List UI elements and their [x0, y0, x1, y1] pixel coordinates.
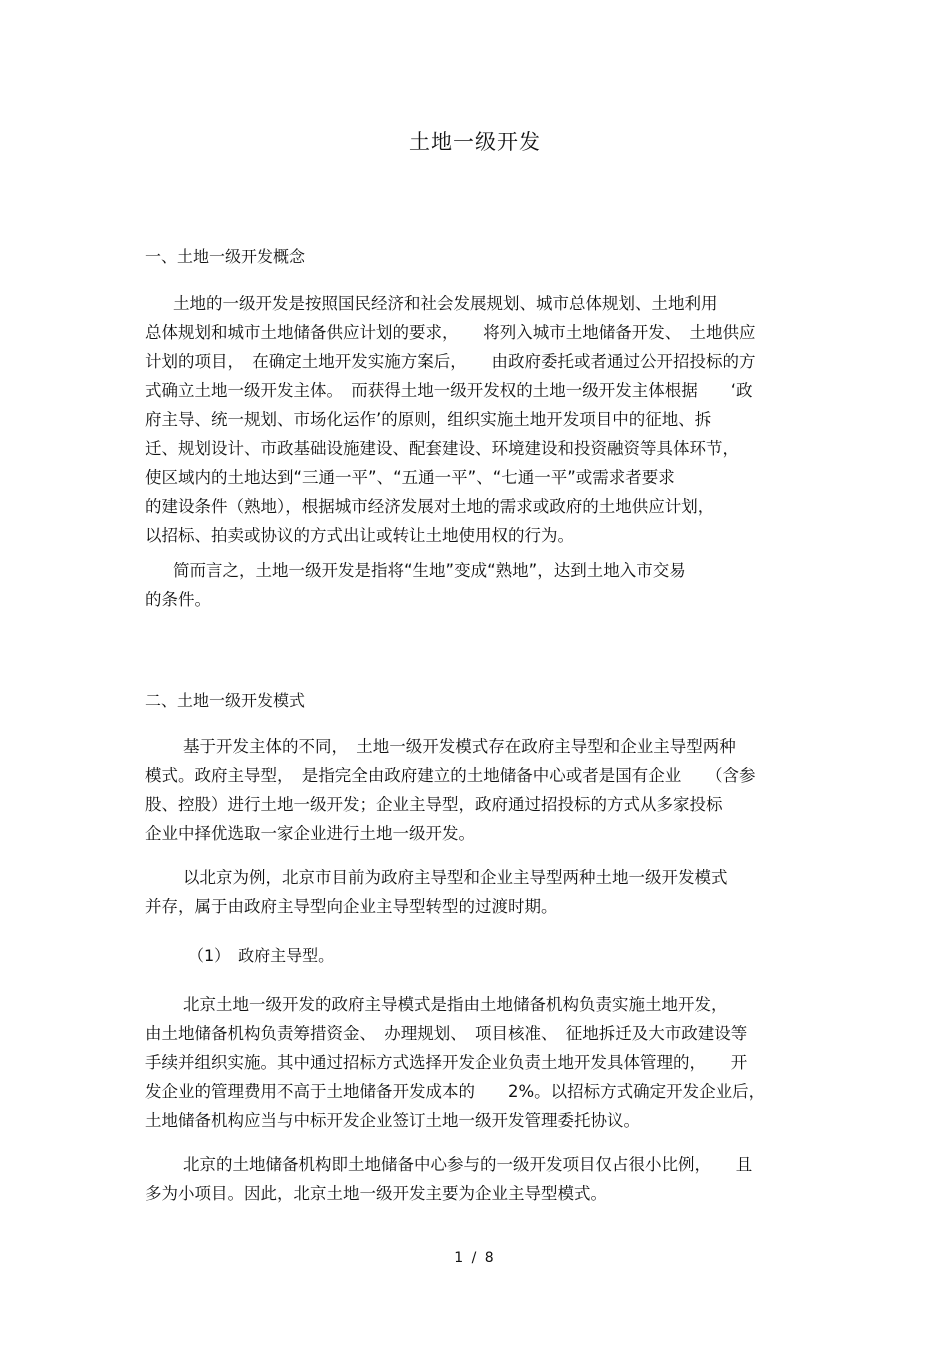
text-line: 并存，属于由政府主导型向企业主导型转型的过渡时期。	[145, 897, 558, 916]
section2-paragraph1	[145, 732, 815, 848]
text-line: 土地储备机构应当与中标开发企业签订土地一级开发管理委托协议。	[145, 1111, 640, 1130]
text-line: 土地的一级开发是按照国民经济和社会发展规划、城市总体规划、土地利用	[173, 294, 718, 313]
document-title: 土地一级开发	[409, 130, 541, 154]
text-line: 使区域内的土地达到“三通一平”、“五通一平”、“七通一平”或需求者要求	[145, 468, 675, 487]
section1-paragraph1	[145, 289, 815, 550]
text-line: 北京土地一级开发的政府主导模式是指由土地储备机构负责实施土地开发，	[183, 995, 728, 1014]
text-line: 以北京为例，北京市目前为政府主导型和企业主导型两种土地一级开发模式	[183, 868, 728, 887]
section2-subheading: （1） 政府主导型。	[188, 946, 335, 965]
text-line: 北京的土地储备机构即土地储备中心参与的一级开发项目仅占很小比例， 且	[183, 1155, 753, 1174]
text-line: 计划的项目， 在确定土地开发实施方案后， 由政府委托或者通过公开招投标的方	[145, 352, 756, 371]
text-line: 发企业的管理费用不高于土地储备开发成本的 2%。以招标方式确定开发企业后，	[145, 1082, 766, 1101]
section1-heading: 一、土地一级开发概念	[145, 247, 306, 266]
text-line: 的建设条件（熟地），根据城市经济发展对土地的需求或政府的土地供应计划，	[145, 497, 715, 516]
text-line: 模式。政府主导型， 是指完全由政府建立的土地储备中心或者是国有企业 （含参	[145, 766, 756, 785]
section2-heading: 二、土地一级开发模式	[145, 691, 306, 710]
section1-paragraph2	[145, 556, 815, 614]
text-line: 简而言之，土地一级开发是指将“生地”变成“熟地”，达到土地入市交易	[173, 561, 686, 580]
page-number: 1 / 8	[454, 1250, 496, 1266]
text-line: 由土地储备机构负责筹措资金、 办理规划、 项目核准、 征地拆迁及大市政建设等	[145, 1024, 748, 1043]
section2-paragraph2	[145, 863, 815, 921]
text-line: 手续并组织实施。其中通过招标方式选择开发企业负责土地开发具体管理的， 开	[145, 1053, 748, 1072]
section2-paragraph4	[145, 1150, 815, 1208]
text-line: 迁、规划设计、市政基础设施建设、配套建设、环境建设和投资融资等具体环节，	[145, 439, 739, 458]
text-line: 总体规划和城市土地储备供应计划的要求， 将列入城市土地储备开发、 土地供应	[145, 323, 756, 342]
text-line: 府主导、统一规划、市场化运作’的原则，组织实施土地开发项目中的征地、拆	[145, 410, 712, 429]
text-line: 基于开发主体的不同， 土地一级开发模式存在政府主导型和企业主导型两种	[183, 737, 736, 756]
text-line: 的条件。	[145, 590, 211, 609]
text-line: 多为小项目。因此，北京土地一级开发主要为企业主导型模式。	[145, 1184, 607, 1203]
text-line: 股、控股）进行土地一级开发；企业主导型，政府通过招投标的方式从多家投标	[145, 795, 723, 814]
text-line: 式确立土地一级开发主体。 而获得土地一级开发权的土地一级开发主体根据 ‘政	[145, 381, 753, 400]
text-line: 企业中择优选取一家企业进行土地一级开发。	[145, 824, 475, 843]
section2-paragraph3	[145, 990, 815, 1135]
text-line: 以招标、拍卖或协议的方式出让或转让土地使用权的行为。	[145, 526, 574, 545]
